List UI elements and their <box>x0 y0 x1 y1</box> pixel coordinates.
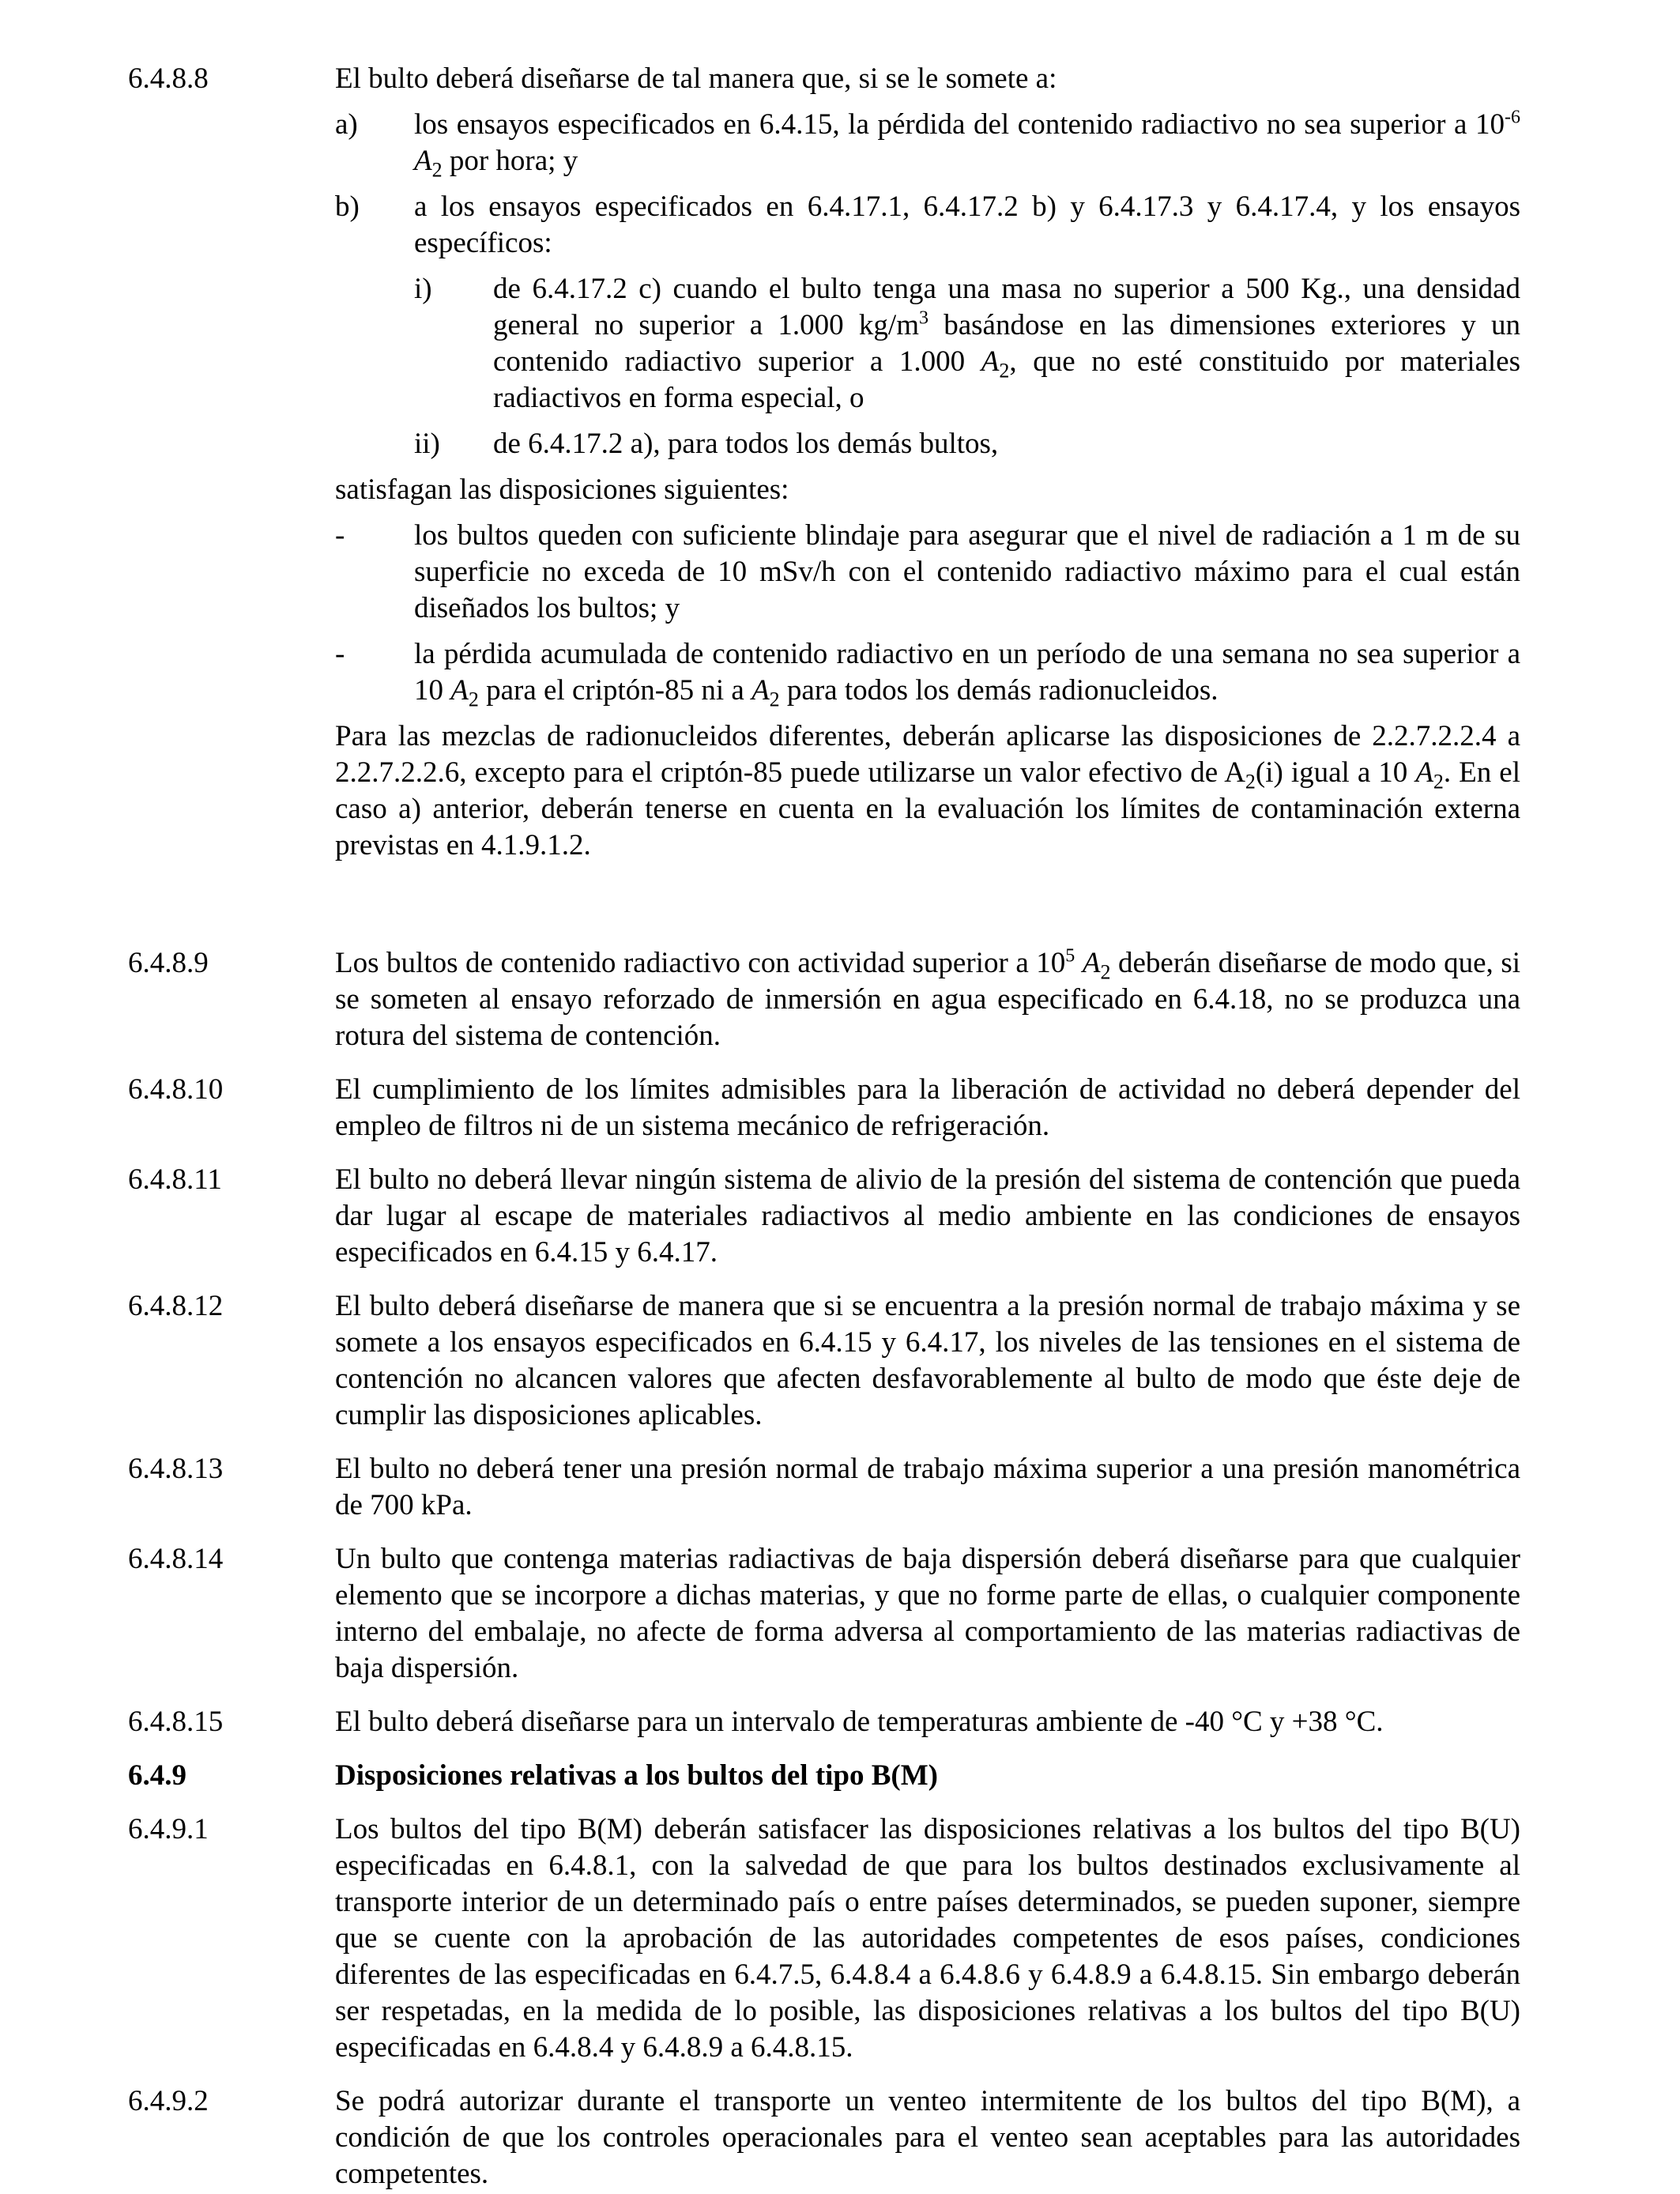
subscript: 2 <box>431 158 443 182</box>
section-6-4-8-8 <box>128 61 1519 864</box>
section-number: 6.4.9 <box>128 1759 186 1792</box>
item-text-end: , que no esté constituido por materiales radiactivos en forma especial, o <box>493 345 1520 414</box>
section-number: 6.4.8.14 <box>128 1543 224 1575</box>
subscript: 2 <box>1245 770 1256 794</box>
symbol-a: A <box>981 345 1000 378</box>
para-text-end: . En el caso a) anterior, deberán tenerse en cuenta en la evaluación los límites de contaminación externa previstas en 4.1.9.1.2. <box>335 756 1521 861</box>
section-body: El bulto no deberá tener una presión normal de trabajo máxima superior a una presión manométrica de 700 kPa. <box>335 1453 1520 1521</box>
section-number: 6.4.9.2 <box>128 2085 209 2117</box>
symbol-a: A <box>414 145 432 177</box>
item-text: los ensayos especificados en 6.4.15, la pérdida del contenido radiactivo no sea superior a 10 <box>414 108 1505 141</box>
item-text: de 6.4.17.2 a), para todos los demás bultos, <box>493 428 999 460</box>
superscript: 5 <box>1065 945 1075 967</box>
dash-item-2 <box>335 636 1520 711</box>
section-number: 6.4.8.11 <box>128 1163 222 1196</box>
section-number: 6.4.8.9 <box>128 947 209 979</box>
para-text: Los bultos de contenido radiactivo con actividad superior a 10 <box>335 947 1066 979</box>
section-body: Se podrá autorizar durante el transporte un venteo intermitente de los bultos del tipo B(M), a condición de que los controles operacionales para el venteo sean aceptables para las autoridades competentes. <box>335 2085 1520 2190</box>
item-text: los bultos queden con suficiente blindaje para asegurar que el nivel de radiación a 1 m de su superficie no exceda de 10 mSv/h con el contenido radiactivo máximo para el cual están diseñados los bultos; y <box>414 519 1520 624</box>
section-body <box>335 61 1520 864</box>
section-body <box>335 945 1520 1054</box>
list-item-i <box>414 271 1520 417</box>
subscript: 2 <box>1433 770 1444 794</box>
dash-item-1 <box>335 518 1520 627</box>
dash-bullet: - <box>335 519 345 552</box>
item-label: ii) <box>414 428 440 460</box>
item-text-mid: basándose en las dimensiones exteriores y un contenido radiactivo superior a 1.000 <box>493 309 1520 378</box>
section-number: 6.4.8.13 <box>128 1453 224 1485</box>
symbol-a: A <box>1082 947 1101 979</box>
satisfy-text: satisfagan las disposiciones siguientes: <box>335 473 789 506</box>
section-number: 6.4.8.10 <box>128 1073 224 1106</box>
section-body: Un bulto que contenga materias radiactivas de baja dispersión deberá diseñarse para que cualquier elemento que se incorpore a dichas materias, y que no forme parte de ellas, o cualquier componente interno del embalaje, no afecte de forma adversa al comportamiento de las materias radiactivas de baja dispersión. <box>335 1543 1520 1684</box>
superscript: -6 <box>1505 107 1520 128</box>
section-body: El bulto no deberá llevar ningún sistema de alivio de la presión del sistema de contención que pueda dar lugar al escape de materiales radiactivos al medio ambiente en las condiciones de ensayos especificados en 6.4.15 y 6.4.17. <box>335 1163 1520 1269</box>
symbol-a: A <box>1415 756 1433 789</box>
symbol-a: A <box>751 674 770 707</box>
item-text: la pérdida acumulada de contenido radiactivo en un período de una semana no sea superior a 10 <box>414 638 1520 707</box>
section-6-4-8-12 <box>128 1288 1519 1434</box>
item-label: i) <box>414 273 432 305</box>
section-6-4-8-11 <box>128 1162 1519 1271</box>
intro-text: El bulto deberá diseñarse de tal manera que, si se le somete a: <box>335 62 1057 95</box>
section-6-4-8-15 <box>128 1704 1519 1740</box>
section-6-4-8-14 <box>128 1541 1519 1687</box>
section-number: 6.4.8.15 <box>128 1706 224 1738</box>
item-text-end: para todos los demás radionucleidos. <box>779 674 1219 707</box>
subscript: 2 <box>468 688 479 711</box>
section-body: El bulto deberá diseñarse de manera que si se encuentra a la presión normal de trabajo máxima y se somete a los ensayos especificados en 6.4.15 y 6.4.17, los niveles de las tensiones en el sistema de contención no alcancen valores que afecten desfavorablemente al bulto de modo que éste deje de cumplir las disposiciones aplicables. <box>335 1290 1520 1431</box>
section-6-4-8-9 <box>128 945 1519 1054</box>
section-body: El cumplimiento de los límites admisibles para la liberación de actividad no deberá depender del empleo de filtros ni de un sistema mecánico de refrigeración. <box>335 1073 1520 1142</box>
section-number: 6.4.8.8 <box>128 62 209 95</box>
item-label: b) <box>335 190 360 223</box>
section-6-4-9-2 <box>128 2083 1519 2192</box>
item-text: de 6.4.17.2 c) cuando el bulto tenga una masa no superior a 500 Kg., una densidad general no superior a 1.000 kg/m <box>493 273 1520 341</box>
list-item-b <box>335 189 1520 262</box>
para-text-end: deberán diseñarse de modo que, si se someten al ensayo reforzado de inmersión en agua especificado en 6.4.18, no se produzca una rotura del sistema de contención. <box>335 947 1520 1052</box>
subscript: 2 <box>1100 960 1111 984</box>
item-text-end: por hora; y <box>442 145 578 177</box>
section-6-4-9-heading <box>128 1758 1519 1794</box>
subscript: 2 <box>999 359 1010 383</box>
space <box>1075 947 1083 979</box>
section-6-4-8-10 <box>128 1072 1519 1144</box>
item-text-mid: para el criptón-85 ni a <box>478 674 752 707</box>
symbol-a: A <box>450 674 469 707</box>
para-text: Para las mezclas de radionucleidos diferentes, deberán aplicarse las disposiciones de 2.2.7.2.2.4 a 2.2.7.2.2.6, excepto para el criptón-85 puede utilizarse un valor efectivo de A <box>335 720 1520 789</box>
section-6-4-9-1 <box>128 1811 1519 2066</box>
section-title: Disposiciones relativas a los bultos del tipo B(M) <box>335 1759 938 1792</box>
section-number: 6.4.9.1 <box>128 1813 209 1845</box>
para-text-mid: (i) igual a 10 <box>1255 756 1416 789</box>
section-body: El bulto deberá diseñarse para un intervalo de temperaturas ambiente de -40 °C y +38 °C. <box>335 1706 1384 1738</box>
dash-bullet: - <box>335 638 345 670</box>
section-body: Los bultos del tipo B(M) deberán satisfacer las disposiciones relativas a los bultos del tipo B(U) especificadas en 6.4.8.1, con la salvedad de que para los bultos destinados exclusivamente al transporte interior de un determinado país o entre países determinados, se pueden suponer, siempre que se cuente con la aprobación de las autoridades competentes de esos países, condiciones diferentes de las especificadas en 6.4.7.5, 6.4.8.4 a 6.4.8.6 y 6.4.8.9 a 6.4.8.15. Sin embargo deberán ser respetadas, en la medida de lo posible, las disposiciones relativas a los bultos del tipo B(U) especificadas en 6.4.8.4 y 6.4.8.9 a 6.4.8.15. <box>335 1813 1520 2064</box>
section-6-4-8-13 <box>128 1451 1519 1524</box>
mixtures-paragraph <box>335 718 1520 864</box>
item-label: a) <box>335 108 358 141</box>
superscript: 3 <box>918 307 929 329</box>
list-item-a <box>335 107 1520 182</box>
section-number: 6.4.8.12 <box>128 1290 224 1322</box>
subscript: 2 <box>769 688 780 711</box>
list-item-ii <box>414 426 1520 462</box>
item-text: a los ensayos especificados en 6.4.17.1, 6.4.17.2 b) y 6.4.17.3 y 6.4.17.4, y los ensayos específicos: <box>414 190 1520 259</box>
